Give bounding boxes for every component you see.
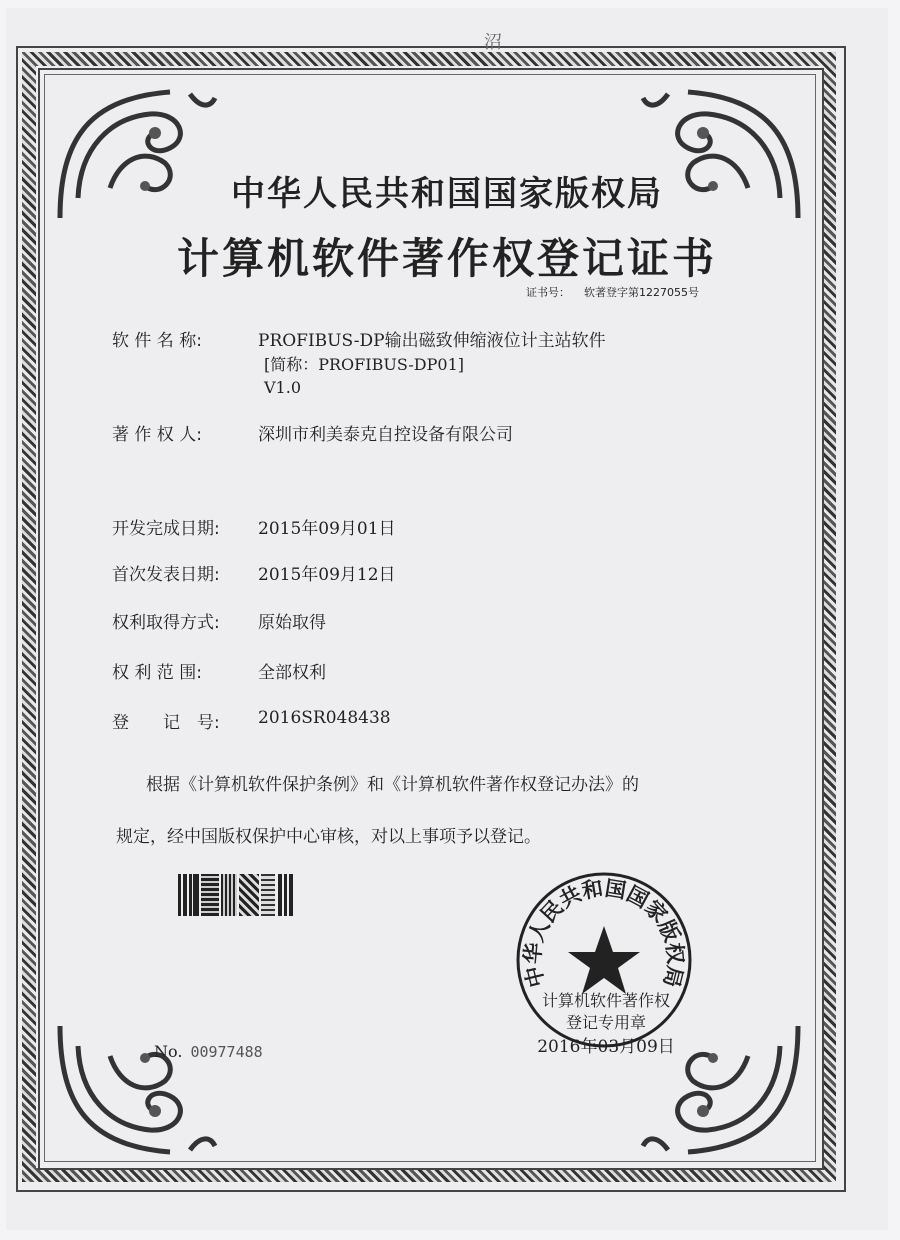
field-value: 2015年09月12日 — [258, 565, 396, 585]
star-icon — [568, 926, 640, 994]
field-software-name — [112, 326, 606, 351]
seal-date: 2016年03月09日 — [537, 1037, 675, 1057]
field-label: 权 利 范 围: — [112, 663, 202, 683]
certificate-number-value: 软著登字第1227055号 — [584, 286, 699, 299]
software-short-name: [简称：PROFIBUS-DP01] — [264, 355, 464, 374]
corner-ornament-icon — [50, 1016, 220, 1166]
field-label: 著 作 权 人: — [112, 425, 202, 445]
field-label: 软 件 名 称: — [112, 331, 202, 351]
top-mark: 沼 — [484, 32, 502, 53]
field-value: 原始取得 — [258, 613, 326, 633]
serial-number — [154, 1042, 263, 1061]
certificate-title: 计算机软件著作权登记证书 — [176, 234, 717, 283]
statement-line-2: 规定，经中国版权保护中心审核，对以上事项予以登记。 — [116, 827, 541, 847]
field-copyright-owner — [112, 420, 513, 445]
certificate-sheet — [6, 8, 888, 1230]
field-acquire-method — [112, 608, 326, 633]
field-value: 全部权利 — [258, 663, 326, 683]
field-label: 开发完成日期: — [112, 519, 220, 539]
field-value: 2016SR048438 — [258, 708, 391, 728]
issuer-title: 中华人民共和国国家版权局 — [231, 174, 663, 214]
field-value: PROFIBUS-DP输出磁致伸缩液位计主站软件 — [258, 331, 606, 351]
certificate-number — [526, 284, 699, 300]
barcode-icon — [178, 874, 298, 916]
field-first-publish-date — [112, 560, 396, 585]
seal-center-line-1: 计算机软件著作权 — [541, 991, 670, 1010]
field-value: 2015年09月01日 — [258, 519, 396, 539]
field-value: 深圳市利美泰克自控设备有限公司 — [258, 425, 513, 445]
serial-label: No. — [154, 1042, 183, 1061]
certificate-number-label: 证书号： — [526, 286, 570, 299]
field-rights-scope — [112, 658, 326, 683]
field-label: 权利取得方式: — [112, 613, 220, 633]
field-reg-number — [112, 708, 391, 733]
field-dev-complete-date — [112, 514, 396, 539]
statement-line-1: 根据《计算机软件保护条例》和《计算机软件著作权登记办法》的 — [146, 775, 639, 795]
field-label: 首次发表日期: — [112, 565, 220, 585]
field-label: 登 记 号: — [112, 713, 220, 733]
seal-ring-text: 中华人民共和国国家版权局 — [520, 876, 688, 990]
software-version: V1.0 — [264, 378, 301, 397]
seal-center-line-2: 登记专用章 — [565, 1013, 646, 1032]
serial-value: 00977488 — [190, 1043, 263, 1061]
